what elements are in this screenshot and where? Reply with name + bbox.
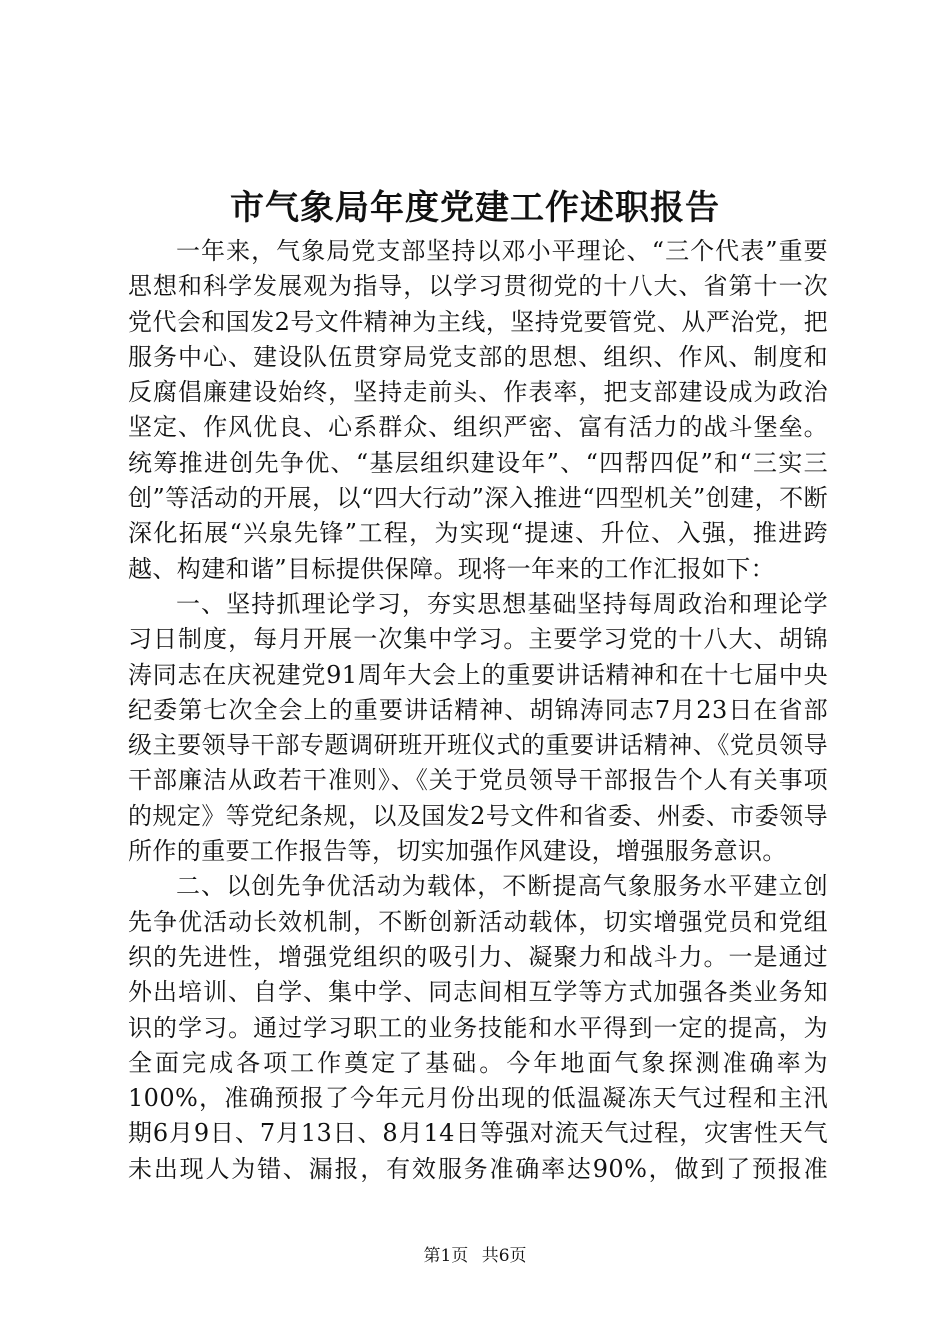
page-footer [0, 1244, 950, 1268]
page-total: 共6页 [481, 1246, 527, 1266]
paragraph-section-2: 二、以创先争优活动为载体，不断提高气象服务水平建立创先争优活动长效机制，不断创新活动载体，切实增强党员和党组织的先进性，增强党组织的吸引力、凝聚力和战斗力。一是通过外出培训、自学、集中学、同志间相互学等方式加强各类业务知识的学习。通过学习职工的业务技能和水平得到一定的提高，为全面完成各项工作奠定了基础。今年地面气象探测准确率为100%，准确预报了今年元月份出现的低温凝冻天气过程和主汛期6月9日、7月13日、8月14日等强对流天气过程，灾害性天气未出现人为错、漏报，有效服务准确率达90%，做到了预报准 [128, 872, 828, 1183]
paragraph-intro: 一年来，气象局党支部坚持以邓小平理论、“三个代表”重要思想和科学发展观为指导，以学习贯彻党的十八大、省第十一次党代会和国发2号文件精神为主线，坚持党要管党、从严治党，把服务中心、建设队伍贯穿局党支部的思想、组织、作风、制度和反腐倡廉建设始终，坚持走前头、作表率，把支部建设成为政治坚定、作风优良、心系群众、组织严密、富有活力的战斗堡垒。统筹推进创先争优、“基层组织建设年”、“四帮四促”和“三实三创”等活动的开展，以“四大行动”深入推进“四型机关”创建，不断深化拓展“兴泉先锋”工程，为实现“提速、升位、入强，推进跨越、构建和谐”目标提供保障。现将一年来的工作汇报如下： [128, 237, 828, 583]
document-body [128, 234, 828, 1184]
document-title: 市气象局年度党建工作述职报告 [230, 188, 720, 228]
page-number: 第1页 [423, 1246, 469, 1266]
paragraph-section-1: 一、坚持抓理论学习，夯实思想基础坚持每周政治和理论学习日制度，每月开展一次集中学习。主要学习党的十八大、胡锦涛同志在庆祝建党91周年大会上的重要讲话精神和在十七届中央纪委第七次全会上的重要讲话精神、胡锦涛同志7月23日在省部级主要领导干部专题调研班开班仪式的重要讲话精神、《党员领导干部廉洁从政若干准则》、《关于党员领导干部报告个人有关事项的规定》等党纪条规，以及国发2号文件和省委、州委、市委领导所作的重要工作报告等，切实加强作风建设，增强服务意识。 [128, 589, 828, 866]
